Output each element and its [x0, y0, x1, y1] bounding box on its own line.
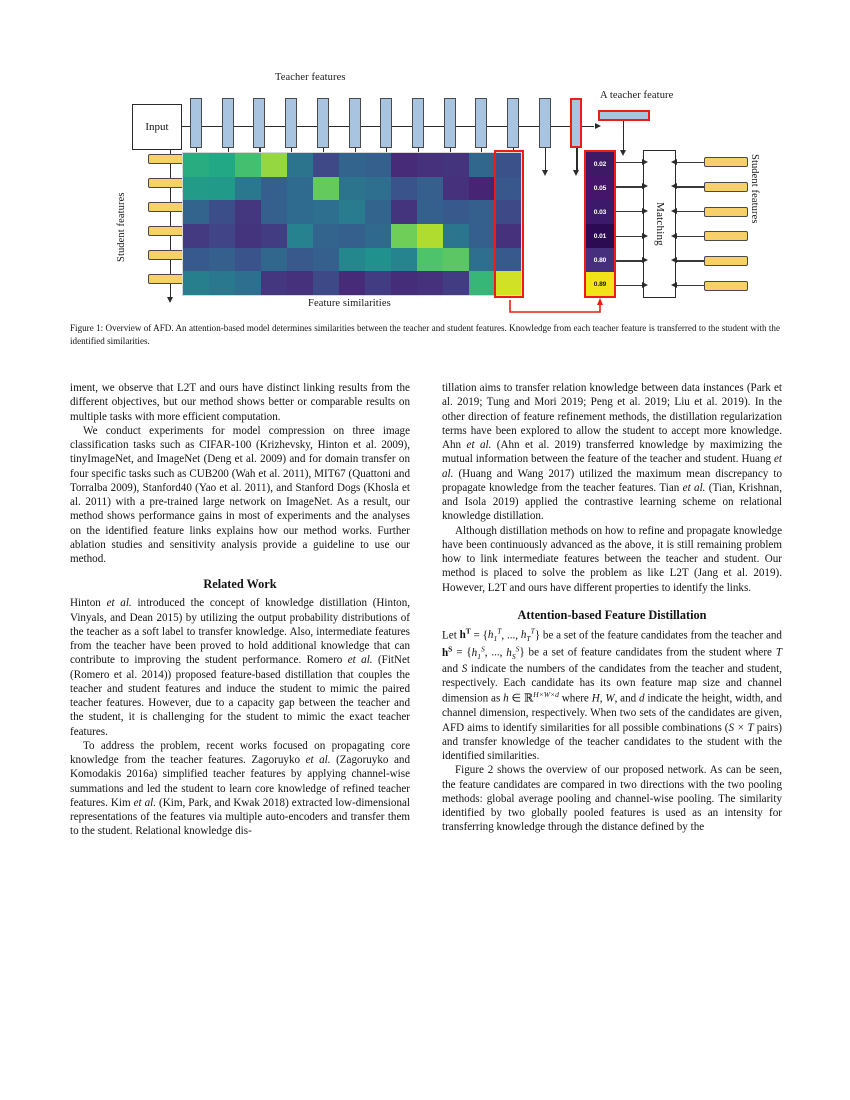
teacher-feature-down-arrow — [545, 148, 546, 171]
matching-to-student-arrow — [676, 162, 704, 163]
math-reals: ℝ — [524, 692, 534, 706]
math-hSs: $h_S^S$ — [506, 644, 520, 662]
heatmap-cell — [417, 248, 443, 272]
t: To address the problem, recent works focused on propagating core knowledge from the teacher features. Zagoruyko — [70, 739, 410, 766]
heatmap-cell — [417, 271, 443, 295]
similarity-to-matching-arrow — [616, 236, 643, 237]
et-al-italic: et al. — [305, 754, 331, 766]
heatmap-cell — [209, 200, 235, 224]
heatmap-cell — [313, 248, 339, 272]
teacher-feature-box — [444, 98, 456, 148]
heatmap-cell — [443, 200, 469, 224]
heatmap-cell — [209, 177, 235, 201]
heatmap-cell — [339, 224, 365, 248]
a-teacher-feature-box — [598, 110, 650, 121]
heatmap-cell — [209, 153, 235, 177]
t: Let — [442, 629, 460, 642]
heading-related-work: Related Work — [203, 577, 277, 592]
heatmap-cell — [287, 248, 313, 272]
heatmap-cell — [287, 177, 313, 201]
student-feature-box-right — [704, 182, 748, 192]
teacher-features-label: Teacher features — [275, 72, 346, 83]
teacher-feature-box — [570, 98, 582, 148]
heading-afd: Attention-based Feature Distillation — [517, 607, 707, 622]
feature-similarities-label: Feature similarities — [308, 298, 391, 309]
similarity-value-cell: 0.03 — [586, 200, 614, 224]
heatmap-cell — [313, 224, 339, 248]
similarity-to-matching-arrow — [616, 162, 643, 163]
similarity-to-matching-arrow — [616, 211, 643, 212]
similarity-to-matching-arrow — [616, 186, 643, 187]
matching-to-student-arrow — [676, 236, 704, 237]
t: (Huang and Wang 2017) utilized the maximum mean discrepancy to propagate knowledge from the teacher features. Tian — [442, 467, 782, 494]
heatmap-cell — [183, 200, 209, 224]
similarity-value-bar — [584, 150, 616, 298]
student-feature-box-right — [704, 207, 748, 217]
similarity-value-cell: 0.02 — [586, 152, 614, 176]
et-al-italic: et al. — [106, 597, 132, 610]
figure-1 — [70, 72, 780, 317]
input-block: Input — [132, 104, 182, 150]
heatmap-cell — [339, 248, 365, 272]
student-feature-box-right — [704, 157, 748, 167]
heatmap-cell — [261, 224, 287, 248]
teacher-feature-box — [539, 98, 551, 148]
heatmap-cell — [469, 271, 495, 295]
teacher-feature-box — [412, 98, 424, 148]
math-SxT: S × T — [728, 721, 754, 734]
a-teacher-feature-label: A teacher feature — [600, 90, 674, 101]
t: be a set of the feature candidates from the teacher and — [540, 629, 782, 642]
heatmap-cell — [183, 153, 209, 177]
heatmap-cell — [339, 271, 365, 295]
heatmap-cell — [209, 224, 235, 248]
heatmap-cell — [469, 177, 495, 201]
right-para-4: Figure 2 shows the overview of our proposed network. As can be seen, the feature candidates are compared in two directions with the two pooling methods: global average pooling and channel-wise pooling. The similarity identified by two globally pooled features is used as an intensity for transferring knowledge through the distance defined by the — [442, 764, 782, 834]
et-al-italic: et al. — [682, 481, 706, 494]
student-feature-box-right — [704, 256, 748, 266]
matching-to-student-arrow — [676, 211, 704, 212]
math-W: W — [605, 693, 615, 706]
et-al-italic: et al. — [466, 439, 492, 451]
heatmap-cell — [365, 271, 391, 295]
heatmap-cell — [235, 271, 261, 295]
heatmap-cell — [365, 153, 391, 177]
math-S: S — [461, 662, 468, 675]
heatmap-cell — [183, 224, 209, 248]
heatmap-cell — [261, 248, 287, 272]
teacher-feature-box — [475, 98, 487, 148]
teacher-flow-arrow — [595, 123, 601, 129]
math-d: d — [639, 693, 645, 706]
heatmap-cell — [339, 177, 365, 201]
student-features-right-label: Student features — [749, 154, 760, 224]
heatmap-cell — [365, 177, 391, 201]
et-al-italic: et al. — [133, 796, 157, 809]
similarity-value-cell: 0.80 — [586, 248, 614, 272]
heatmap-cell — [391, 271, 417, 295]
heatmap-cell — [469, 248, 495, 272]
math-H: H — [591, 693, 600, 706]
teacher-feature-down-arrow — [576, 148, 577, 171]
heatmap-cell — [443, 153, 469, 177]
teacher-feature-box — [380, 98, 392, 148]
similarity-value-cell: 0.05 — [586, 176, 614, 200]
math-h1t: $h_1^T$ — [487, 626, 502, 644]
heatmap-cell — [417, 153, 443, 177]
similarity-value-cell: 0.01 — [586, 224, 614, 248]
left-column — [70, 381, 410, 1001]
heatmap-cell — [313, 271, 339, 295]
heatmap-cell — [287, 271, 313, 295]
t: (FitNet (Romero et al. 2014)) proposed feature-based distillation that couples the teacher and student features and induce the student to mimic the paired teacher features. However, due to a capacity gap between the teacher and the student, it is challenging for the student to mimic the exact teacher features. — [70, 654, 411, 738]
heatmap-cell — [417, 177, 443, 201]
heatmap-cell — [391, 248, 417, 272]
student-feature-box-right — [704, 231, 748, 241]
t: (Ahn et al. 2019) transferred knowledge by maximizing the mutual information between the feature of the teacher and student. Huang — [442, 439, 782, 466]
article-body — [70, 381, 782, 1001]
t: (Zagoruyko and Komodakis 2016a) simplified teacher features by applying channel-wise summations and led the student to learn core knowledge of refined teacher features. Kim — [70, 754, 411, 809]
heatmap-cell — [469, 224, 495, 248]
t: indicate the height, width, and channel dimension, respectively. When two sets of the candidates are given, AFD aims to identify similarities for all possible combinations ( — [442, 693, 782, 734]
left-para-1: iment, we observe that L2T and ours have distinct linking results from the different objectives, but our method shows better or comparable results on multiple tasks with more efficient computation. — [70, 382, 410, 423]
heatmap-cell — [209, 248, 235, 272]
math-dims: H×W×d — [533, 690, 559, 700]
left-para-4 — [70, 739, 410, 839]
heatmap-cell — [391, 177, 417, 201]
heatmap-cell — [209, 271, 235, 295]
right-para-2: Although distillation methods on how to refine and propagate knowledge have been continuously advanced as the above, it is still remaining problem how to link intermediate features between the teacher and student. Our method is placed to solve the problem as like L2T (Jang et al. 2019). However, L2T and ours have different properties to identify the links. — [442, 524, 782, 594]
heatmap-cell — [313, 200, 339, 224]
similarity-to-matching-arrow — [616, 260, 643, 261]
t: tillation aims to transfer relation knowledge between data instances (Park et al. 2019; Tung and Mori 2019; Peng et al. 2019; Liu et al. 2019). In the other direction of feature refinement methods, the distillation regularization terms have been explored to allow the student to accept more knowledge. Ahn — [442, 382, 782, 451]
heatmap-cell — [235, 248, 261, 272]
similarity-value-cell: 0.89 — [586, 272, 614, 296]
teacher-feature-box — [317, 98, 329, 148]
heatmap-cell — [183, 248, 209, 272]
heatmap-cell — [365, 224, 391, 248]
heatmap-cell — [183, 177, 209, 201]
heatmap-cell — [339, 153, 365, 177]
math-h: h — [503, 693, 509, 706]
heatmap-cell — [183, 271, 209, 295]
t: where — [558, 693, 592, 706]
matching-module — [643, 150, 676, 298]
heatmap-cell — [417, 200, 443, 224]
heatmap-cell — [287, 224, 313, 248]
heatmap-highlight-column — [494, 150, 524, 298]
t: (Tian, Krishnan, and Isola 2019) applied the contrastive learning scheme on relational knowledge distillation. — [442, 481, 782, 523]
heatmap-cell — [469, 200, 495, 224]
left-para-3 — [70, 596, 410, 739]
t: be a set of feature candidates from the student where — [524, 647, 776, 660]
heatmap-cell — [261, 177, 287, 201]
heatmap-cell — [287, 153, 313, 177]
a-teacher-feature-arrow — [623, 121, 624, 150]
student-feature-box-right — [704, 281, 748, 291]
heatmap-cell — [235, 153, 261, 177]
similarity-to-matching-arrow — [616, 285, 643, 286]
heatmap-cell — [235, 200, 261, 224]
heatmap-cell — [313, 153, 339, 177]
teacher-feature-box — [253, 98, 265, 148]
et-al-italic: et al. — [347, 654, 373, 667]
heatmap-cell — [443, 224, 469, 248]
heatmap-cell — [313, 177, 339, 201]
et-al-italic: et al. — [442, 453, 782, 480]
heatmap-cell — [443, 248, 469, 272]
heatmap-cell — [339, 200, 365, 224]
math-hTt: $h_T^T$ — [520, 626, 535, 644]
t: , — [599, 693, 606, 706]
t: introduced the concept of knowledge distillation (Hinton, Vinyals, and Dean 2015) by utilizing the output probability distributions of the teacher as a soft label to transfer knowledge. Also, intermediate features from the teacher have been proved to hold additional knowledge that can contribute to improving the student performance. Romero — [70, 597, 411, 667]
heatmap-cell — [391, 200, 417, 224]
heatmap-cell — [261, 271, 287, 295]
math-h-s: $h^S$ — [442, 644, 453, 660]
matching-module-label: Matching — [653, 202, 666, 246]
t: indicate the numbers of the candidates from the teacher and student, respectively. Each candidate has its own feature map size and channel dimension as — [442, 662, 782, 706]
similarity-heatmap — [182, 152, 522, 296]
heatmap-cell — [261, 153, 287, 177]
matching-to-student-arrow — [676, 285, 704, 286]
heatmap-cell — [443, 271, 469, 295]
heatmap-cell — [417, 224, 443, 248]
right-column — [442, 381, 782, 1001]
left-para-2: We conduct experiments for model compression on three image classification tasks such as CIFAR-100 (Krizhevsky, Hinton et al. 2009), tinyImageNet, and ImageNet (Deng et al. 2009) and for domain transfer on four specific tasks such as CUB200 (Wah et al. 2011), MIT67 (Quattoni and Torralba 2009), Stanford40 (Yao et al. 2011), and Stanford Dogs (Khosla et al. 2011) with a pre-trained large network on ImageNet. As a result, our method shows performance gains in most of experiments and the analyses on the identified feature links explains how our method works. Further ablation studies and sensitivity analysis provide a guideline to use our method. — [70, 424, 410, 565]
heatmap-cell — [235, 224, 261, 248]
teacher-feature-box — [349, 98, 361, 148]
heatmap-cell — [235, 177, 261, 201]
t: (Kim, Park, and Kwak 2018) extracted low-dimensional representations of the features via multiple auto-encoders and transfer them to the student. Relational knowledge dis- — [70, 796, 410, 838]
matching-to-student-arrow — [676, 260, 704, 261]
heatmap-cell — [287, 200, 313, 224]
right-para-3: Let $h^T = \{h_1^T$, ..., $h_T^T$} be a set of the feature candidates from the teacher and $h^S = \{h_1^S$, ..., $h_S^S$} be a set of feature candidates from the student where T and S indicate the numbers of the candidates from the teacher and student, respectively. Each candidate has its own feature map size and channel dimension as h ∈ ℝ$^{H\times W\times d}$ where H, W, and d indicate the height, width, and channel dimension, respectively. When two sets of the candidates are given, AFD aims to identify similarities for all possible combinations (S × T pairs) and transfer knowledge of the teacher candidates to the student with the identified similarities. — [442, 626, 782, 763]
t: pairs) and transfer knowledge of the teacher candidates to the student with the identified similarities. — [442, 721, 782, 763]
teacher-feature-box — [507, 98, 519, 148]
heatmap-cell — [391, 224, 417, 248]
teacher-feature-box — [190, 98, 202, 148]
teacher-feature-box — [285, 98, 297, 148]
heatmap-cell — [391, 153, 417, 177]
math-T: T — [775, 647, 782, 660]
teacher-feature-strip — [182, 98, 594, 154]
teacher-feature-box — [222, 98, 234, 148]
right-para-1 — [442, 381, 782, 524]
student-features-left-label: Student features — [116, 192, 127, 262]
matching-to-student-arrow — [676, 186, 704, 187]
figure-caption: Figure 1: Overview of AFD. An attention-based model determines similarities between the teacher and student features. Knowledge from each teacher feature is transferred to the student with the identified similarities. — [70, 323, 780, 346]
t: , and — [614, 693, 640, 706]
t: Hinton — [70, 597, 107, 610]
heatmap-cell — [261, 200, 287, 224]
heatmap-cell — [365, 248, 391, 272]
heatmap-cell — [469, 153, 495, 177]
heatmap-cell — [443, 177, 469, 201]
t: and — [442, 662, 462, 675]
math-h-t: $h^T$ — [459, 626, 471, 642]
heatmap-cell — [365, 200, 391, 224]
math-h1s: $h_1^S$ — [471, 644, 485, 662]
